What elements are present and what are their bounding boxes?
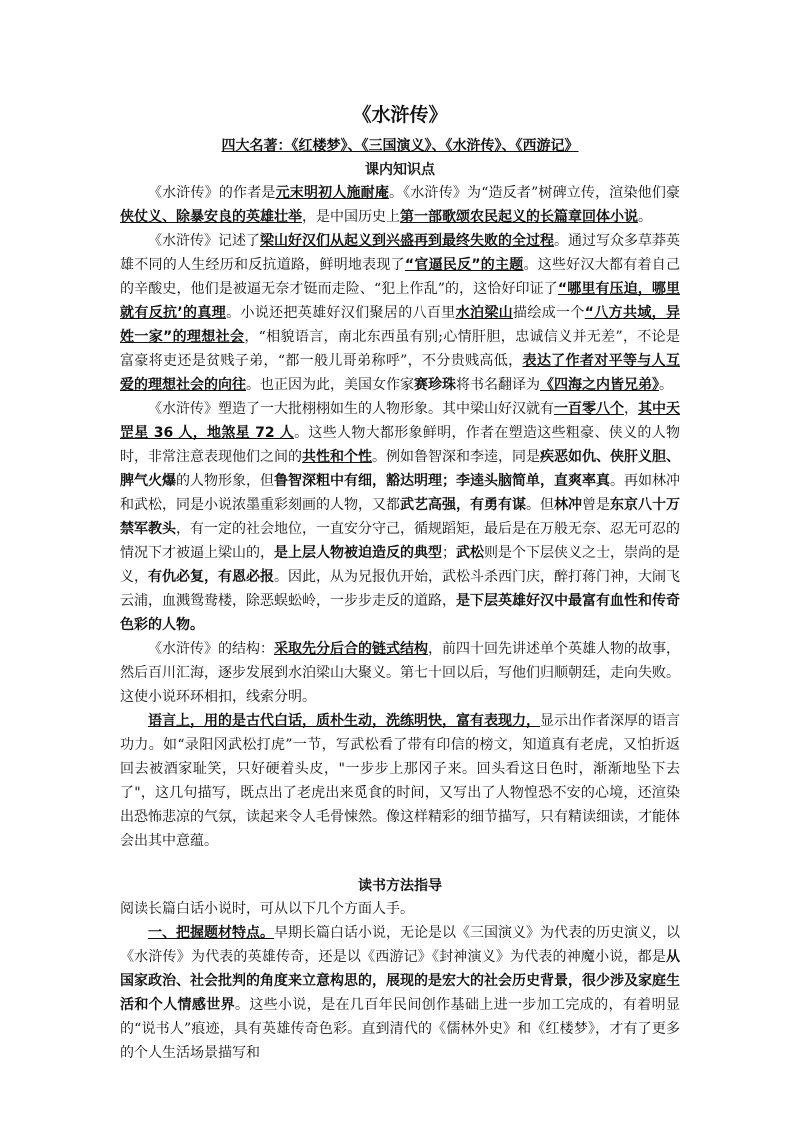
emphasis-run: 一百零八个	[554, 401, 624, 417]
text-run: 的人物形象，但	[176, 473, 274, 489]
emphasis-run: 从国家政治、社会批判的角度来立意构思的，展现的是宏大的社会历史背景，很少涉及家庭生活和个人情感世界	[120, 949, 680, 1013]
text-run: 。《水浒传》为“造反者”树碑立传，渲染他们豪	[389, 185, 681, 201]
section-heading-in-class: 课内知识点	[365, 162, 435, 178]
document-subtitle	[120, 135, 680, 155]
emphasis-run: 是上层人物被迫造反的典型	[274, 545, 442, 561]
text-run: ，前四十回先讲述单个英雄人物的故事，然后百川汇海，逐步发展到水泊梁山大聚义。第七十回以后，写他们归顺朝廷，走向失败。这使小说环环相扣，线索分明。	[120, 641, 680, 705]
emphasis-run: 水泊梁山	[455, 305, 514, 321]
emphasis-run: 东京八十万禁军教头	[120, 497, 680, 537]
text-run: 曾是	[582, 497, 610, 513]
emphasis-run: 第一部歌颂农民起义的长篇章回体小说	[400, 209, 638, 225]
emphasis-run: “八方共域，异姓一家”的理想社会	[120, 305, 681, 345]
emphasis-run: 疾恶如仇、侠肝义胆、脾气火爆	[120, 449, 680, 489]
text-run: 《水浒传》塑造了一大批栩栩如生的人物形象。其中梁山好汉就有	[148, 401, 554, 417]
text-run: ，“相貌语言，南北东西虽有别;心情肝胆，忠诚信义并无差”，不论是富豪将吏还是贫贱子弟，“都一般儿哥弟称呼”，不分贵贱高低，	[120, 329, 681, 369]
text-run: 。例如鲁智深和李逵，同是	[372, 449, 540, 465]
paragraph-reading-point-1	[120, 921, 680, 1065]
emphasis-run: “哪里有压迫，哪里就有反抗’的真理	[120, 281, 680, 321]
text-run: 。小说还把英雄好汉们聚居的八百里	[226, 305, 456, 321]
emphasis-run: “官逼民反”的主题	[404, 257, 524, 273]
text-run: 。这些小说，是在几百年民间创作基础上进一步加工完成的，有着明显的“说书人”痕迹，具有英雄传奇色彩。直到清代的《儒林外史》和《红楼梦》，才有了更多的个人生活场景描写和	[120, 997, 681, 1061]
text-run: ，	[624, 401, 638, 417]
text-run: 描绘成一个	[513, 305, 585, 321]
text-run: 显示出作者深厚的语言功力。如“录阳冈武松打虎”一节，写武松看了带有印信的榜文，知道真有老虎，又怕折返回去被酒家耻笑，只好硬着头皮，"一步步上那冈子来。回头看这日色时，渐渐地坠下去了"，这几句描写，既点出了老虎出来觅食的时间，又写出了人物惶恐不安的心境，还渲染出恐怖悲凉的气氛，读起来令人毛骨悚然。像这样精彩的细节描写，只有精读细读，才能体会出其中意蕴。	[120, 713, 680, 849]
emphasis-run: 是下层英雄好汉中最富有血性和传奇色彩的人物。	[120, 593, 680, 633]
text-run: 。因此，从为兄报仇开始，武松斗杀西门庆，醉打蒋门神，大闹飞云浦，血溅鸳鸯楼，除恶蜈蚣岭，一步步走反的道路，	[120, 569, 680, 609]
paragraph-language	[120, 709, 680, 853]
emphasis-run: 武松	[456, 545, 484, 561]
text-run: ；	[442, 545, 456, 561]
text-run: 早期长篇白话小说，无论是以《三国演义》为代表的历史演义，以《水浒传》为代表的英雄传奇，还是以《西游记》《封神演义》为代表的神魔小说，都是	[120, 925, 680, 965]
text-run: 《水浒传》记述了	[148, 233, 260, 249]
text-run: 阅读长篇白话小说时，可从以下几个方面人手。	[120, 901, 414, 917]
subtitle-text: 四大名著：《红楼梦》、《三国演义》、《水浒传》、《西游记》	[221, 138, 579, 154]
text-run: ，是中国历史上	[302, 209, 400, 225]
text-run: 将书名翻译为	[456, 377, 540, 393]
paragraph-characters	[120, 397, 680, 637]
emphasis-run: 《四海之内皆兄弟》	[540, 377, 659, 393]
emphasis-run: 鲁智深粗中有细，豁达明理；李逵头脑简单，直爽率真	[274, 473, 610, 489]
emphasis-run: 共性和个性	[302, 449, 372, 465]
text-run: 。	[638, 209, 652, 225]
text-run: 。这些人物大都形象鲜明，作者在塑造这些粗豪、侠义的人物时，非常注意表现他们之间的	[120, 425, 680, 465]
emphasis-run: 语言上，用的是古代白话，质朴生动，洗练明快，富有表现力，	[148, 713, 540, 729]
paragraph-reading-intro	[120, 897, 680, 921]
emphasis-run: 侠仗义、除暴安良的英雄壮举	[120, 209, 302, 225]
document-title: 《水浒传》	[352, 104, 448, 126]
text-run: 。这些好汉大都有着自己的辛酸史，他们是被逼无奈才铤而走险、“犯上作乱”的，这恰好印证了	[120, 257, 681, 297]
emphasis-run: 表达了作者对平等与人互爱的理想社会的向往	[120, 353, 680, 393]
emphasis-run: 武艺高强，有勇有谋	[400, 497, 526, 513]
emphasis-run: 赛珍珠	[414, 377, 456, 393]
emphasis-run: 元末明初人施耐庵	[275, 185, 389, 201]
paragraph-structure	[120, 637, 680, 709]
emphasis-run: 林冲	[554, 497, 582, 513]
text-run: 。也正因为此，美国女作家	[246, 377, 414, 393]
emphasis-run: 其中天罡星 36 人，地煞星 72 人	[120, 401, 680, 441]
text-run: 。再如林冲和武松，同是小说浓墨重彩刻画的人物，又都	[120, 473, 680, 513]
emphasis-run: 一、把握题材特点。	[148, 925, 274, 941]
text-run: 则是个下层侠义之士，崇尚的是义，	[120, 545, 680, 585]
emphasis-run: 梁山好汉们从起义到兴盛再到最终失败的全过程	[260, 233, 554, 249]
text-run: 。但	[526, 497, 554, 513]
text-run: 。	[659, 377, 673, 393]
paragraph-theme	[120, 229, 680, 397]
emphasis-run: 有仇必复，有恩必报	[148, 569, 274, 585]
emphasis-run: 采取先分后合的链式结构	[274, 641, 428, 657]
text-run: 《水浒传》的结构：	[148, 641, 274, 657]
text-run: ，有一定的社会地位，一直安分守己，循规蹈矩，最后是在万般无奈、忍无可忍的情况下才被逼上梁山的，	[120, 521, 680, 561]
text-run: 《水浒传》的作者是	[148, 185, 276, 201]
document-page	[120, 100, 680, 1065]
paragraph-author	[120, 181, 680, 229]
text-run: 。通过写众多草莽英雄不同的人生经历和反抗道路，鲜明地表现了	[120, 233, 680, 273]
section-heading-reading: 读书方法指导	[358, 878, 442, 894]
